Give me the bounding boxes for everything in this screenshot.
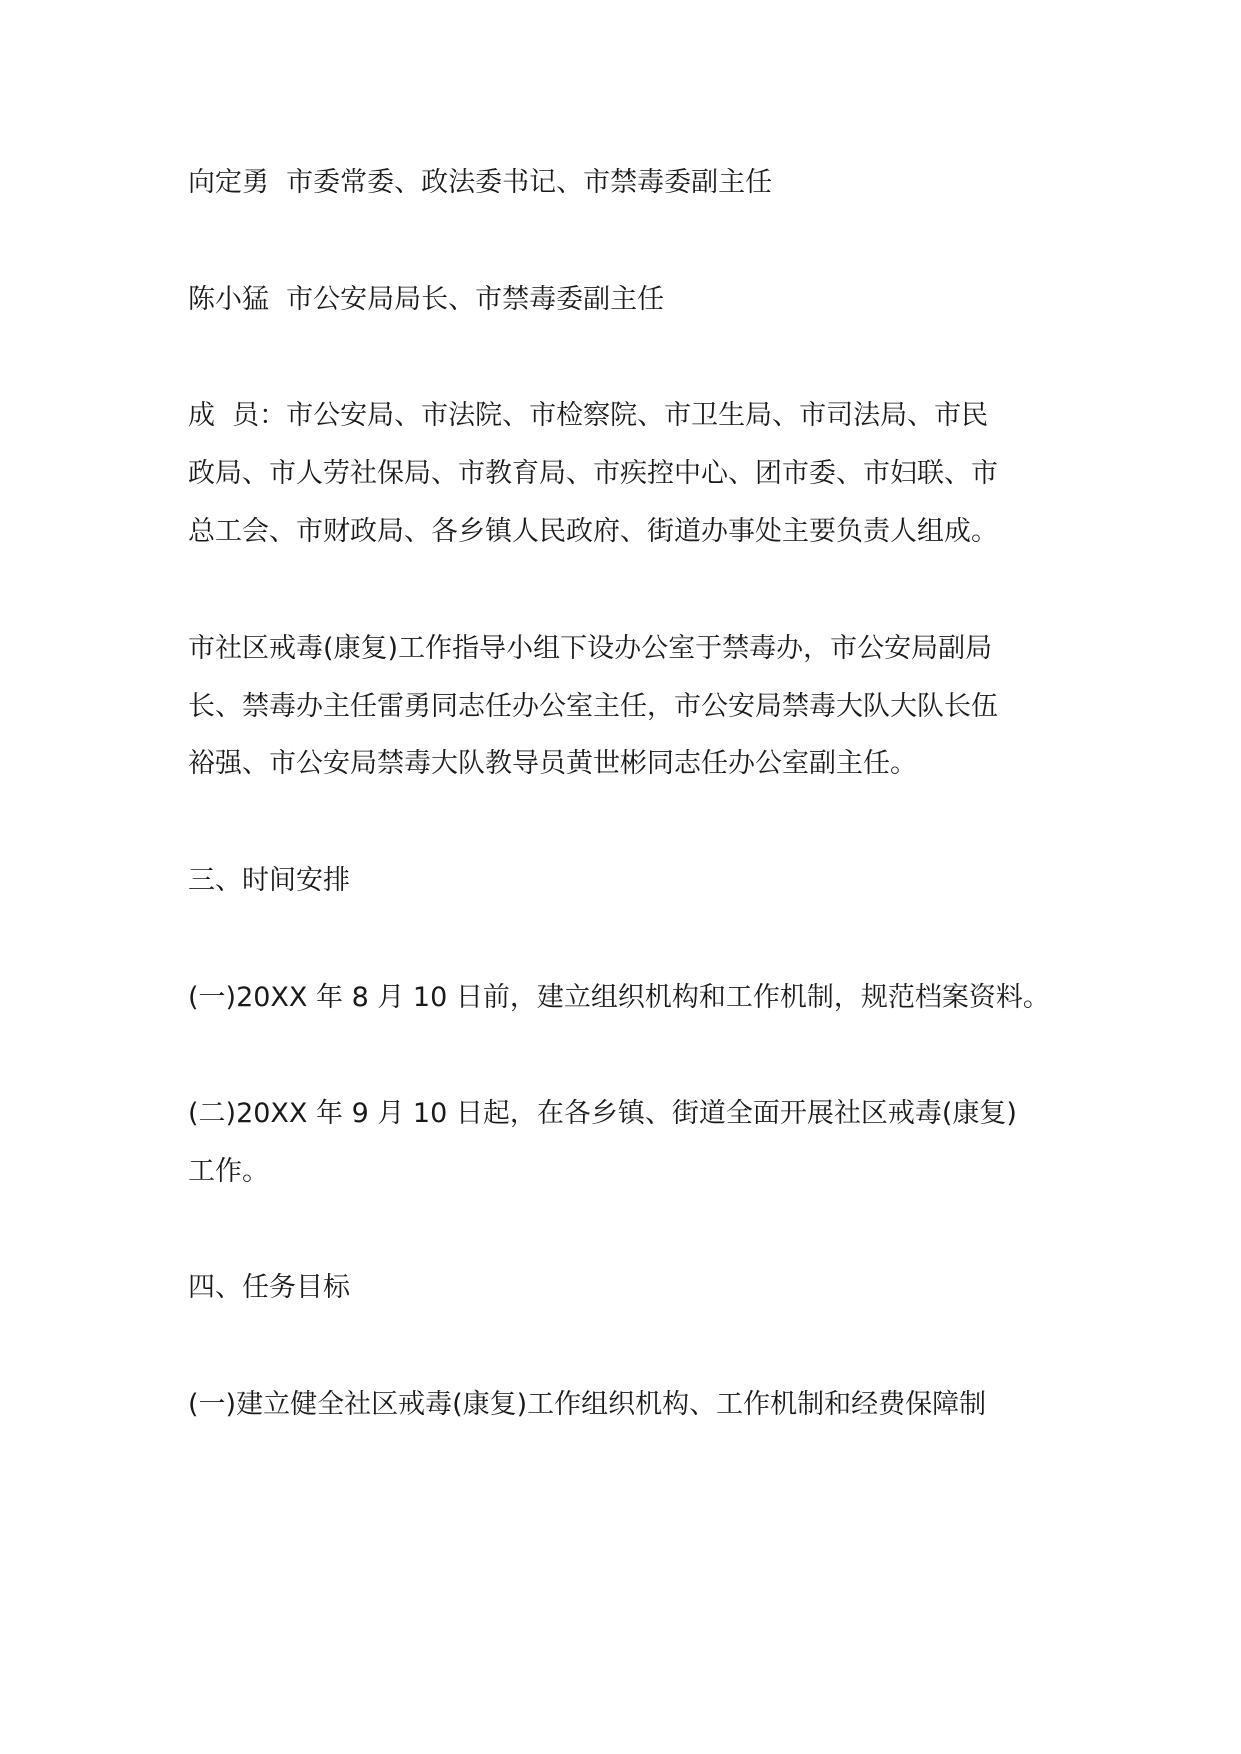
office-line-3: 裕强、市公安局禁毒大队教导员黄世彬同志任办公室副主任。 [188,748,917,779]
section-heading-schedule: 三、时间安排 [188,865,350,896]
members-line-1: 成 员：市公安局、市法院、市检察院、市卫生局、市司法局、市民 [188,400,989,431]
leader-line-xiang: 向定勇 市委常委、政法委书记、市禁毒委副主任 [188,167,773,198]
goal-item-1: (一)建立健全社区戒毒(康复)工作组织机构、工作机制和经费保障制 [188,1389,987,1420]
members-line-3: 总工会、市财政局、各乡镇人民政府、街道办事处主要负责人组成。 [188,516,998,547]
leader-line-chen: 陈小猛 市公安局局长、市禁毒委副主任 [188,284,665,315]
section-heading-goals: 四、任务目标 [188,1272,350,1303]
schedule-item-2-line-2: 工作。 [188,1156,269,1187]
schedule-item-1: (一)20XX 年 8 月 10 日前，建立组织机构和工作机制，规范档案资料。 [188,982,1050,1013]
members-line-2: 政局、市人劳社保局、市教育局、市疾控中心、团市委、市妇联、市 [188,458,998,489]
office-line-1: 市社区戒毒(康复)工作指导小组下设办公室于禁毒办，市公安局副局 [188,633,993,664]
office-line-2: 长、禁毒办主任雷勇同志任办公室主任，市公安局禁毒大队大队长伍 [188,691,998,722]
schedule-item-2-line-1: (二)20XX 年 9 月 10 日起，在各乡镇、街道全面开展社区戒毒(康复) [188,1098,1017,1129]
